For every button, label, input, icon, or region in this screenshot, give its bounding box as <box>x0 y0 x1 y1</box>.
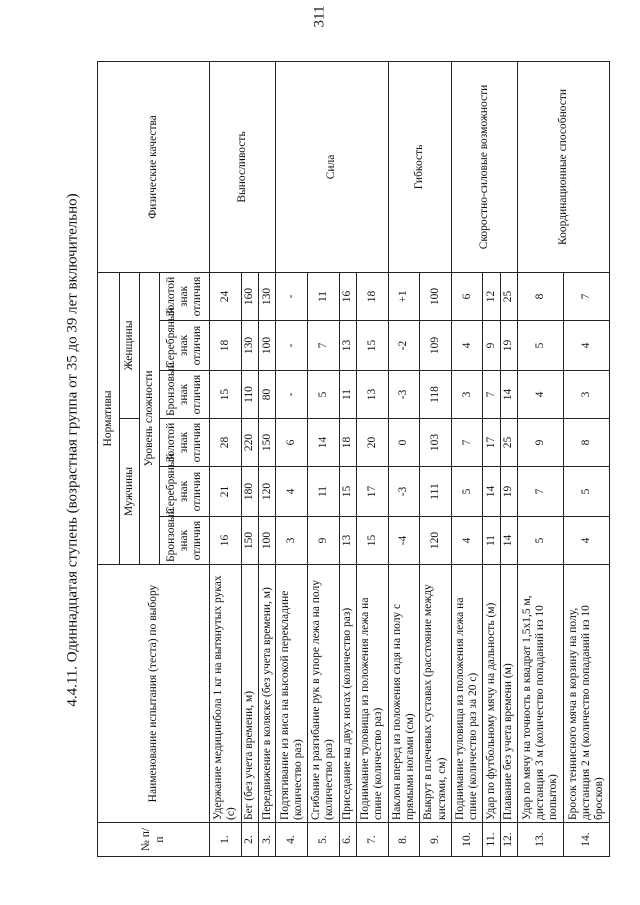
cell-men-gold: 8 <box>564 419 610 467</box>
cell-men-bronze: 14 <box>500 517 517 565</box>
cell-men-bronze: 16 <box>210 517 242 565</box>
row-num: 13. <box>518 823 564 857</box>
row-num: 2. <box>241 823 258 857</box>
row-test-name: Выкрут в плечевых суставах (расстояние между кистями, см) <box>420 565 452 823</box>
cell-men-bronze: 3 <box>276 517 308 565</box>
row-num: 10. <box>451 823 483 857</box>
header-women-silver: Серебряный знак отличия <box>160 321 210 371</box>
cell-men-gold: 17 <box>483 419 500 467</box>
cell-men-silver: 14 <box>483 467 500 517</box>
document-title: 4.4.11. Одиннадцатая ступень (возрастная группа от 35 до 39 лет включительно) <box>64 193 81 707</box>
row-test-name: Приседание на двух ногах (количество раз) <box>339 565 356 823</box>
cell-men-gold: 0 <box>388 419 420 467</box>
page-number: 311 <box>311 5 328 28</box>
cell-men-bronze: 100 <box>259 517 276 565</box>
cell-women-bronze: 110 <box>241 371 258 419</box>
norms-table <box>97 61 610 857</box>
cell-women-bronze: 15 <box>210 371 242 419</box>
cell-women-silver: 13 <box>339 321 356 371</box>
cell-men-bronze: 9 <box>308 517 340 565</box>
header-women-bronze: Бронзовый знак отличия <box>160 371 210 419</box>
row-test-name: Плавание без учета времени (м) <box>500 565 517 823</box>
cell-women-bronze: 80 <box>259 371 276 419</box>
cell-women-silver: -2 <box>388 321 420 371</box>
row-num: 11. <box>483 823 500 857</box>
row-num: 6. <box>339 823 356 857</box>
row-num: 5. <box>308 823 340 857</box>
cell-women-gold: 18 <box>357 272 389 320</box>
row-num: 3. <box>259 823 276 857</box>
quality-speed-strength: Скоростно-силовые возможности <box>451 61 517 272</box>
cell-men-silver: 5 <box>564 467 610 517</box>
row-num: 14. <box>564 823 610 857</box>
row-num: 12. <box>500 823 517 857</box>
row-test-name: Сгибание и разгибание рук в упоре лежа на полу (количество раз) <box>308 565 340 823</box>
row-num: 7. <box>357 823 389 857</box>
cell-men-gold: 103 <box>420 419 452 467</box>
header-norms: Нормативы <box>98 272 120 564</box>
table-row <box>210 61 242 856</box>
cell-men-gold: 20 <box>357 419 389 467</box>
row-test-name: Поднимание туловища из положения лежа на спине (количество раз за 20 с) <box>451 565 483 823</box>
cell-men-gold: 7 <box>451 419 483 467</box>
quality-endurance: Выносливость <box>210 61 276 272</box>
cell-men-bronze: 120 <box>420 517 452 565</box>
row-test-name: Передвижение в коляске (без учета времени, м) <box>259 565 276 823</box>
cell-women-gold: 8 <box>518 272 564 320</box>
row-test-name: Поднимание туловища из положения лежа на спине (количество раз) <box>357 565 389 823</box>
cell-men-bronze: 15 <box>357 517 389 565</box>
cell-women-gold: 130 <box>259 272 276 320</box>
cell-men-silver: 21 <box>210 467 242 517</box>
cell-men-bronze: 150 <box>241 517 258 565</box>
cell-women-gold: 25 <box>500 272 517 320</box>
cell-men-silver: 111 <box>420 467 452 517</box>
cell-women-gold: 100 <box>420 272 452 320</box>
cell-men-silver: 17 <box>357 467 389 517</box>
cell-women-bronze: 5 <box>308 371 340 419</box>
norms-table-container <box>97 62 610 857</box>
cell-women-silver: 7 <box>308 321 340 371</box>
cell-women-gold: - <box>276 272 308 320</box>
cell-women-gold: +1 <box>388 272 420 320</box>
cell-women-bronze: 13 <box>357 371 389 419</box>
header-men-gold: Золотой знак отличия <box>160 419 210 467</box>
header-women: Женщины <box>120 272 140 418</box>
cell-men-silver: 180 <box>241 467 258 517</box>
cell-women-silver: 4 <box>451 321 483 371</box>
header-men-silver: Серебряный знак отличия <box>160 467 210 517</box>
cell-men-silver: 19 <box>500 467 517 517</box>
header-level: Уровень сложности <box>140 272 160 564</box>
quality-flexibility: Гибкость <box>388 61 451 272</box>
cell-women-bronze: - <box>276 371 308 419</box>
cell-men-silver: 4 <box>276 467 308 517</box>
cell-men-gold: 9 <box>518 419 564 467</box>
cell-men-bronze: 5 <box>518 517 564 565</box>
cell-women-bronze: 3 <box>564 371 610 419</box>
cell-men-silver: 120 <box>259 467 276 517</box>
cell-men-bronze: -4 <box>388 517 420 565</box>
row-test-name: Бег (без учета времени, м) <box>241 565 258 823</box>
cell-women-silver: 19 <box>500 321 517 371</box>
cell-men-gold: 28 <box>210 419 242 467</box>
cell-men-gold: 6 <box>276 419 308 467</box>
table-row <box>518 61 564 856</box>
cell-men-silver: 11 <box>308 467 340 517</box>
row-test-name: Удержание медицинбола 1 кг на вытянутых руках (с) <box>210 565 242 823</box>
row-test-name: Подтягивание из виса на высокой перекладине (количество раз) <box>276 565 308 823</box>
cell-women-bronze: 4 <box>518 371 564 419</box>
header-men: Мужчины <box>120 419 140 565</box>
row-test-name: Бросок теннисного мяча в корзину на полу, дистанция 2 м (количество попаданий из 10 бросков) <box>564 565 610 823</box>
table-row <box>276 61 308 856</box>
quality-strength: Сила <box>276 61 388 272</box>
row-test-name: Удар по мячу на точность в квадрат 1,5х1,5 м, дистанция 3 м (количество попаданий из 10 попыток) <box>518 565 564 823</box>
row-num: 9. <box>420 823 452 857</box>
row-num: 4. <box>276 823 308 857</box>
cell-women-bronze: 14 <box>500 371 517 419</box>
cell-women-gold: 24 <box>210 272 242 320</box>
cell-women-silver: 9 <box>483 321 500 371</box>
cell-women-silver: 130 <box>241 321 258 371</box>
cell-women-silver: 5 <box>518 321 564 371</box>
cell-women-silver: 18 <box>210 321 242 371</box>
row-test-name: Удар по футбольному мячу на дальность (м) <box>483 565 500 823</box>
cell-women-gold: 12 <box>483 272 500 320</box>
cell-men-silver: 5 <box>451 467 483 517</box>
quality-coordination: Координационные способности <box>518 61 610 272</box>
cell-men-gold: 18 <box>339 419 356 467</box>
cell-women-gold: 7 <box>564 272 610 320</box>
row-test-name: Наклон вперед из положения сидя на полу с прямыми ногами (см) <box>388 565 420 823</box>
cell-men-bronze: 4 <box>564 517 610 565</box>
cell-women-gold: 11 <box>308 272 340 320</box>
header-men-bronze: Бронзовый знак отличия <box>160 517 210 565</box>
cell-men-gold: 150 <box>259 419 276 467</box>
header-test: Наименование испытания (теста) по выбору <box>98 565 210 823</box>
header-qualities: Физические качества <box>98 61 210 272</box>
table-row <box>388 61 420 856</box>
cell-men-silver: 7 <box>518 467 564 517</box>
cell-men-bronze: 11 <box>483 517 500 565</box>
header-num: № п/п <box>98 823 210 857</box>
cell-women-bronze: 3 <box>451 371 483 419</box>
cell-women-silver: - <box>276 321 308 371</box>
cell-women-silver: 100 <box>259 321 276 371</box>
cell-women-bronze: 118 <box>420 371 452 419</box>
cell-women-silver: 4 <box>564 321 610 371</box>
cell-men-bronze: 13 <box>339 517 356 565</box>
cell-women-gold: 6 <box>451 272 483 320</box>
cell-men-gold: 220 <box>241 419 258 467</box>
cell-women-gold: 16 <box>339 272 356 320</box>
cell-men-gold: 14 <box>308 419 340 467</box>
cell-women-silver: 109 <box>420 321 452 371</box>
header-women-gold: Золотой знак отличия <box>160 272 210 320</box>
cell-women-bronze: 7 <box>483 371 500 419</box>
cell-men-silver: 15 <box>339 467 356 517</box>
cell-women-bronze: -3 <box>388 371 420 419</box>
cell-women-bronze: 11 <box>339 371 356 419</box>
row-num: 1. <box>210 823 242 857</box>
cell-men-bronze: 4 <box>451 517 483 565</box>
cell-men-silver: -3 <box>388 467 420 517</box>
cell-women-silver: 15 <box>357 321 389 371</box>
cell-women-gold: 160 <box>241 272 258 320</box>
row-num: 8. <box>388 823 420 857</box>
cell-men-gold: 25 <box>500 419 517 467</box>
table-row <box>451 61 483 856</box>
